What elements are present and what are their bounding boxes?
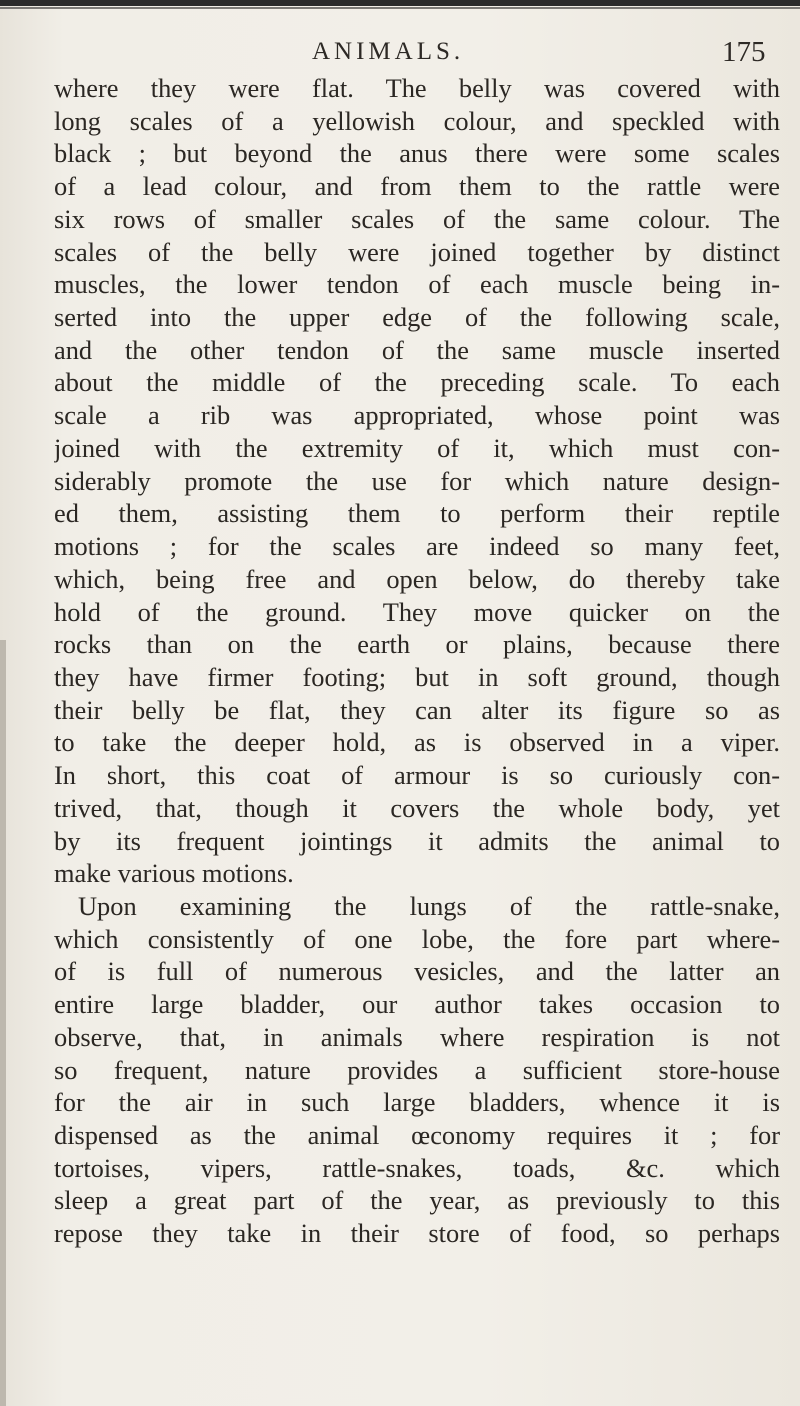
text-line: observe, that, in animals where respiration is not — [54, 1021, 780, 1052]
top-rule-thin — [0, 7, 800, 9]
gutter-edge — [0, 640, 6, 1406]
text-line: In short, this coat of armour is so curiously con- — [54, 760, 780, 791]
text-line: joined with the extremity of it, which must con- — [54, 432, 780, 463]
text-line: muscles, the lower tendon of each muscle being in- — [54, 269, 780, 300]
text-line: to take the deeper hold, as is observed in a viper. — [54, 727, 780, 758]
text-line: their belly be flat, they can alter its figure so as — [54, 694, 780, 725]
text-line: and the other tendon of the same muscle inserted — [54, 334, 780, 365]
top-rule — [0, 0, 800, 6]
text-line: sleep a great part of the year, as previously to this — [54, 1185, 780, 1216]
running-head: ANIMALS. — [312, 38, 465, 65]
page-number: 175 — [722, 36, 766, 68]
text-line: long scales of a yellowish colour, and speckled with — [54, 105, 780, 136]
text-line: six rows of smaller scales of the same colour. The — [54, 203, 780, 234]
text-line: of a lead colour, and from them to the rattle were — [54, 171, 780, 202]
text-line: dispensed as the animal œconomy requires it ; for — [54, 1120, 780, 1150]
text-line: entire large bladder, our author takes occasion to — [54, 989, 780, 1020]
text-line: hold of the ground. They move quicker on the — [54, 596, 780, 627]
text-line: motions ; for the scales are indeed so many feet, — [54, 531, 780, 562]
text-line: make various motions. — [54, 858, 294, 889]
text-line: serted into the upper edge of the following scale, — [54, 302, 780, 333]
text-line: which, being free and open below, do thereby take — [54, 563, 780, 594]
text-line: repose they take in their store of food, so perhaps — [54, 1218, 780, 1249]
text-line: about the middle of the preceding scale. To each — [54, 367, 780, 398]
text-line: by its frequent jointings it admits the animal to — [54, 825, 780, 856]
text-line: trived, that, though it covers the whole body, yet — [54, 792, 780, 823]
text-line: they have firmer footing; but in soft ground, though — [54, 661, 780, 692]
text-line: rocks than on the earth or plains, because there — [54, 629, 780, 660]
body-text — [54, 72, 780, 1250]
text-line: so frequent, nature provides a sufficient store-house — [54, 1054, 780, 1085]
text-line: of is full of numerous vesicles, and the latter an — [54, 956, 780, 987]
text-line: for the air in such large bladders, whence it is — [54, 1087, 780, 1118]
text-line: where they were flat. The belly was covered with — [54, 73, 780, 103]
text-line: black ; but beyond the anus there were some scales — [54, 138, 780, 169]
text-line: siderably promote the use for which nature design- — [54, 465, 780, 496]
text-line: which consistently of one lobe, the fore part where- — [54, 923, 780, 954]
text-line: Upon examining the lungs of the rattle-snake, — [78, 890, 780, 921]
text-line: tortoises, vipers, rattle-snakes, toads, &c. which — [54, 1152, 780, 1183]
text-line: scale a rib was appropriated, whose point was — [54, 400, 780, 431]
text-line: scales of the belly were joined together by distinct — [54, 236, 780, 267]
text-line: ed them, assisting them to perform their reptile — [54, 498, 780, 529]
